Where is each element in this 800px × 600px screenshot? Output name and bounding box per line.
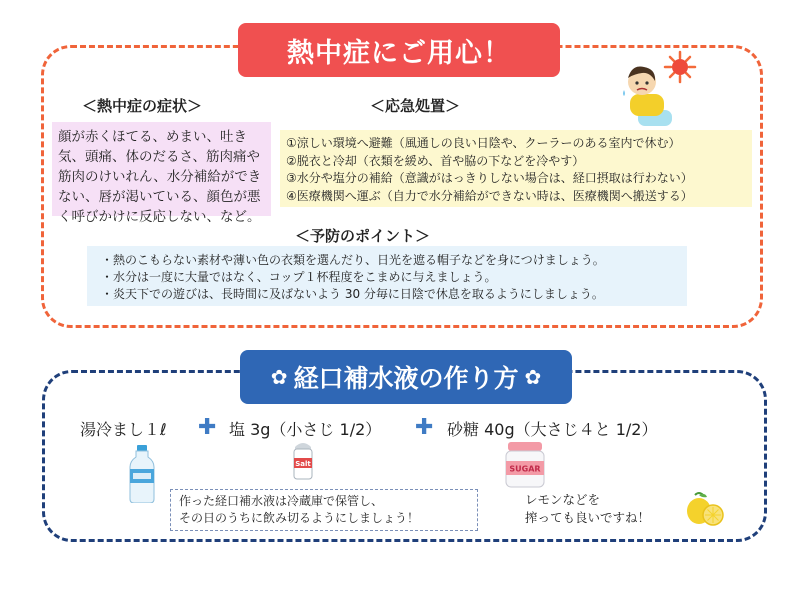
- lemon-note-line: レモンなどを: [525, 492, 601, 507]
- salt-label: Salt: [295, 460, 311, 468]
- ingredient-salt: 塩 3g（小さじ 1/2）: [229, 420, 382, 439]
- ingredient-sugar: 砂糖 40g（大さじ４と 1/2）: [447, 420, 658, 439]
- flower-icon: ✿: [524, 365, 542, 389]
- salt-shaker-icon: [290, 441, 316, 481]
- ingredient-water: 湯冷まし１ℓ: [80, 420, 167, 439]
- water-bottle-icon: [128, 445, 156, 503]
- hot-child-illustration: [612, 50, 702, 130]
- lemon-note: [525, 491, 650, 527]
- first-aid-heading: ＜応急処置＞: [370, 97, 461, 115]
- prevention-item: ・ 炎天下での遊びは、長時間に及ばないよう 30 分毎に日陰で休息を取るようにしましょう。: [101, 286, 673, 303]
- prevention-item: ・ 熱のこもらない素材や薄い色の衣類を選んだり、日光を遮る帽子などを身につけましょう。: [101, 252, 673, 269]
- heatstroke-title: 熱中症にご用心！: [238, 23, 560, 77]
- first-aid-box: [280, 130, 752, 207]
- first-aid-item: ①涼しい環境へ避難（風通しの良い日陰や、クーラーのある室内で休む）: [286, 136, 681, 150]
- ors-title: 経口補水液の作り方: [293, 364, 519, 393]
- prevention-box: [87, 246, 687, 306]
- storage-note-line: 作った経口補水液は冷蔵庫で保管し、: [179, 494, 384, 508]
- storage-note-line: その日のうちに飲み切るようにしましょう！: [179, 511, 420, 525]
- flower-icon: ✿: [270, 365, 288, 389]
- sun-icon: [665, 52, 695, 82]
- storage-note: [170, 489, 478, 531]
- plus-icon: ✚: [198, 415, 217, 440]
- lemon-note-line: 搾っても良いですね！: [525, 510, 651, 525]
- symptoms-text: 顔が赤くほてる、めまい、吐き気、頭痛、体のだるさ、筋肉痛や筋肉のけいれん、水分補給ができない、唇が渇いている、顔色が悪く呼びかけに反応しない、など。: [58, 129, 262, 225]
- lemon-icon: [685, 491, 725, 527]
- plus-icon: ✚: [415, 415, 434, 440]
- first-aid-item: ③水分や塩分の補給（意識がはっきりしない場合は、経口摂取は行わない）: [286, 171, 693, 185]
- first-aid-item: ④医療機関へ運ぶ（自力で水分補給ができない時は、医療機関へ搬送する）: [286, 188, 693, 203]
- prevention-heading: ＜予防のポイント＞: [295, 227, 431, 245]
- symptoms-box: [52, 122, 271, 225]
- ors-title-banner: [240, 350, 572, 404]
- first-aid-item: ②脱衣と冷却（衣類を緩め、首や脇の下などを冷やす）: [286, 153, 585, 168]
- prevention-item: ・ 水分は一度に大量ではなく、コップ１杯程度をこまめに与えましょう。: [101, 269, 673, 286]
- sugar-label: SUGAR: [509, 464, 541, 474]
- sugar-jar-icon: [505, 442, 545, 488]
- symptoms-heading: ＜熱中症の症状＞: [82, 97, 203, 115]
